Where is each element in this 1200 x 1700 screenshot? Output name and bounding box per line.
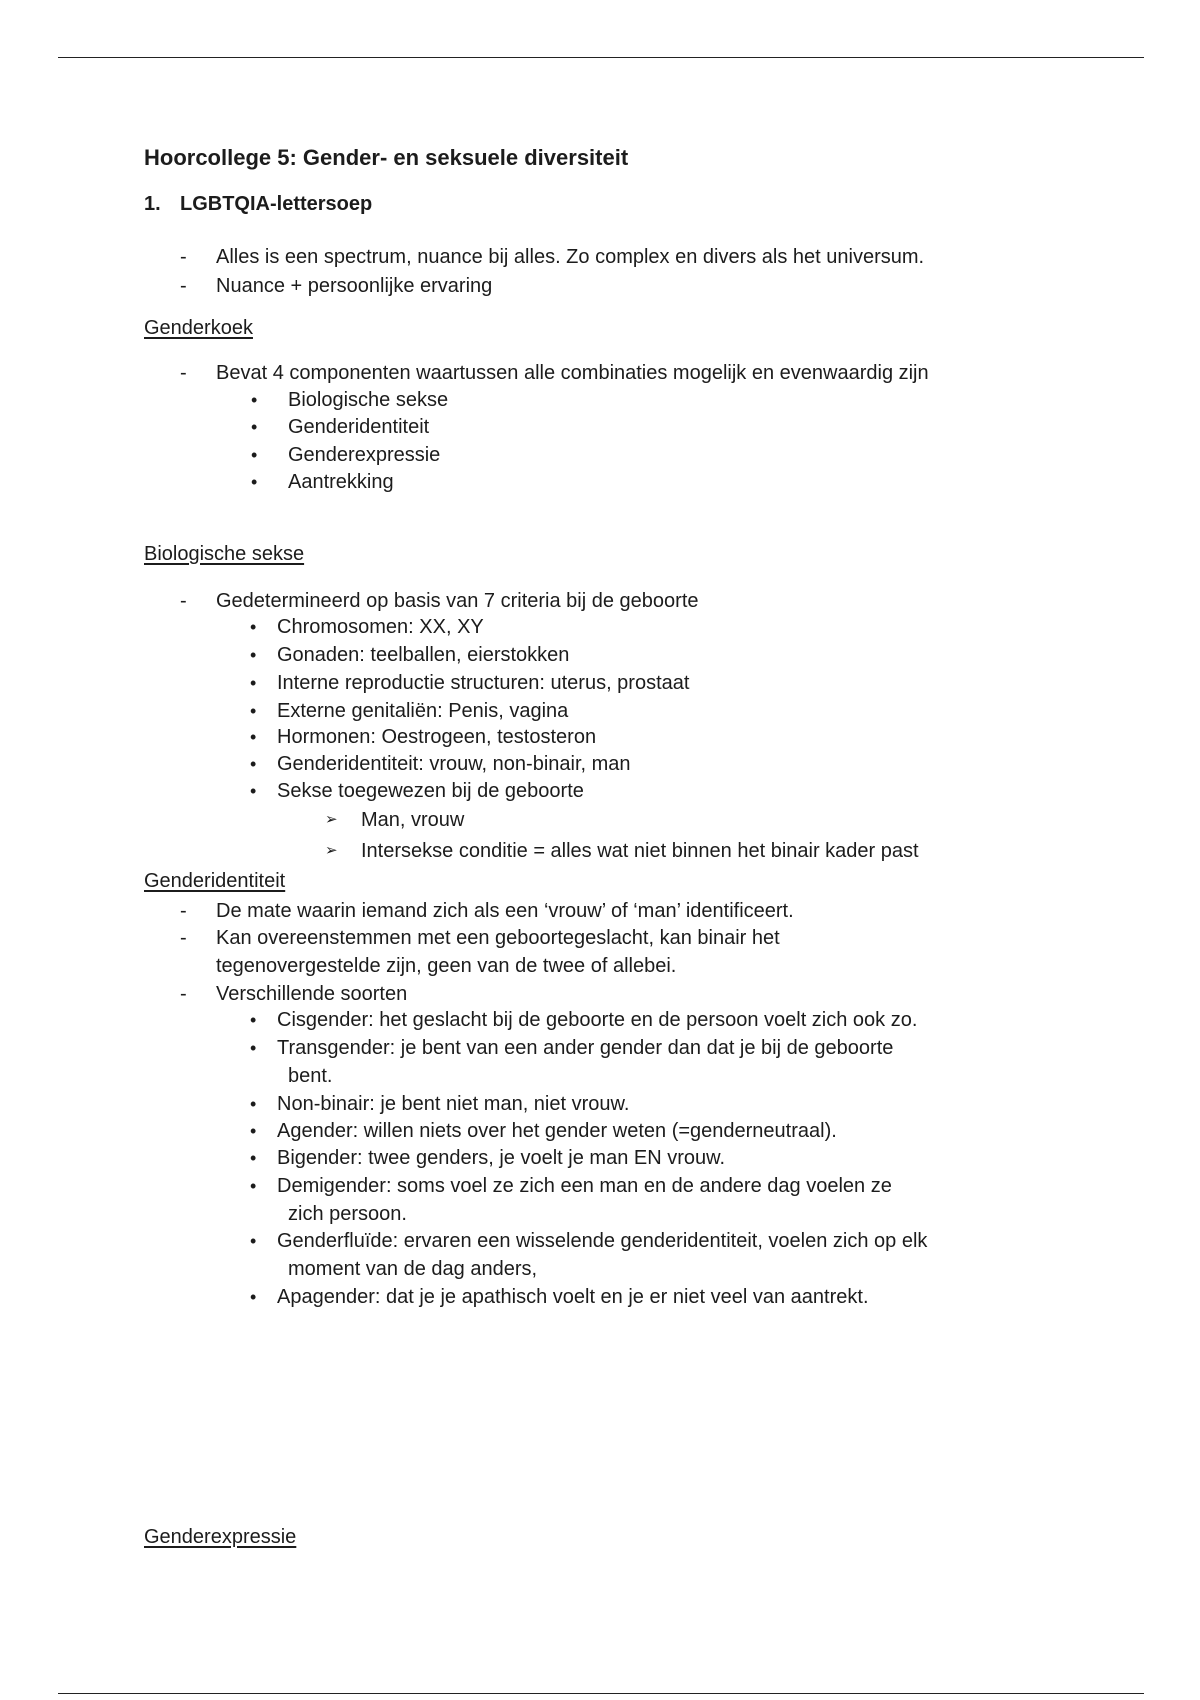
list-item: Verschillende soorten <box>216 983 408 1005</box>
bullet-item: Gonaden: teelballen, eierstokken <box>277 644 570 666</box>
list-item: Nuance + persoonlijke ervaring <box>216 275 493 297</box>
bullet-item: Bigender: twee genders, je voelt je man EN vrouw. <box>277 1147 726 1169</box>
bullet-marker: • <box>250 1121 257 1141</box>
section-number: 1. <box>144 193 161 215</box>
list-item: Alles is een spectrum, nuance bij alles. Zo complex en divers als het universum. <box>216 246 925 268</box>
bullet-item: Genderidentiteit <box>288 416 430 438</box>
bullet-marker: • <box>250 617 257 637</box>
bullet-item-continuation: bent. <box>288 1065 333 1087</box>
bullet-item: Genderidentiteit: vrouw, non-binair, man <box>277 753 631 775</box>
bullet-item: Genderexpressie <box>288 444 441 466</box>
bullet-marker: • <box>251 445 258 465</box>
bottom-rule <box>58 1693 1144 1694</box>
bullet-item: Transgender: je bent van een ander gender dan dat je bij de geboorte <box>277 1037 894 1059</box>
bullet-item: Externe genitaliën: Penis, vagina <box>277 700 569 722</box>
bullet-item: Non-binair: je bent niet man, niet vrouw. <box>277 1093 630 1115</box>
bullet-marker: • <box>250 1010 257 1030</box>
sub-item: Intersekse conditie = alles wat niet binnen het binair kader past <box>361 840 919 862</box>
bullet-marker: • <box>250 781 257 801</box>
bullet-item: Genderfluïde: ervaren een wisselende genderidentiteit, voelen zich op elk <box>277 1230 928 1252</box>
bullet-marker: • <box>250 1038 257 1058</box>
bullet-item-continuation: zich persoon. <box>288 1203 407 1225</box>
bullet-item: Interne reproductie structuren: uterus, prostaat <box>277 672 690 694</box>
bullet-item-continuation: moment van de dag anders, <box>288 1258 538 1280</box>
genderexpressie-heading: Genderexpressie <box>144 1526 297 1548</box>
dash-marker: - <box>180 927 187 949</box>
bullet-marker: • <box>250 1287 257 1307</box>
list-item: Gedetermineerd op basis van 7 criteria bij de geboorte <box>216 590 699 612</box>
biologische-sekse-heading: Biologische sekse <box>144 543 305 565</box>
bullet-item: Biologische sekse <box>288 389 449 411</box>
section-heading: LGBTQIA-lettersoep <box>180 193 373 215</box>
dash-marker: - <box>180 362 187 384</box>
bullet-marker: • <box>250 1148 257 1168</box>
list-item: Bevat 4 componenten waartussen alle combinaties mogelijk en evenwaardig zijn <box>216 362 929 384</box>
bullet-marker: • <box>250 701 257 721</box>
arrow-marker: ➢ <box>325 842 338 859</box>
bullet-item: Cisgender: het geslacht bij de geboorte en de persoon voelt zich ook zo. <box>277 1009 918 1031</box>
bullet-item: Apagender: dat je je apathisch voelt en je er niet veel van aantrekt. <box>277 1286 869 1308</box>
top-rule <box>58 57 1144 58</box>
dash-marker: - <box>180 900 187 922</box>
bullet-marker: • <box>251 417 258 437</box>
bullet-marker: • <box>250 727 257 747</box>
bullet-item: Demigender: soms voel ze zich een man en de andere dag voelen ze <box>277 1175 892 1197</box>
bullet-marker: • <box>251 472 258 492</box>
list-item: De mate waarin iemand zich als een ‘vrouw’ of ‘man’ identificeert. <box>216 900 794 922</box>
bullet-marker: • <box>250 645 257 665</box>
bullet-marker: • <box>250 1231 257 1251</box>
arrow-marker: ➢ <box>325 811 338 828</box>
bullet-marker: • <box>250 1176 257 1196</box>
bullet-item: Hormonen: Oestrogeen, testosteron <box>277 726 597 748</box>
bullet-marker: • <box>250 673 257 693</box>
genderidentiteit-heading: Genderidentiteit <box>144 870 286 892</box>
sub-item: Man, vrouw <box>361 809 465 831</box>
list-item: Kan overeenstemmen met een geboortegeslacht, kan binair het <box>216 927 780 949</box>
dash-marker: - <box>180 590 187 612</box>
bullet-marker: • <box>250 754 257 774</box>
bullet-marker: • <box>250 1094 257 1114</box>
bullet-item: Chromosomen: XX, XY <box>277 616 484 638</box>
bullet-item: Aantrekking <box>288 471 394 493</box>
genderkoek-heading: Genderkoek <box>144 317 253 339</box>
dash-marker: - <box>180 983 187 1005</box>
bullet-marker: • <box>251 390 258 410</box>
bullet-item: Agender: willen niets over het gender weten (=genderneutraal). <box>277 1120 837 1142</box>
dash-marker: - <box>180 275 187 297</box>
dash-marker: - <box>180 246 187 268</box>
list-item-continuation: tegenovergestelde zijn, geen van de twee of allebei. <box>216 955 677 977</box>
page-title: Hoorcollege 5: Gender- en seksuele diversiteit <box>144 145 629 170</box>
bullet-item: Sekse toegewezen bij de geboorte <box>277 780 584 802</box>
